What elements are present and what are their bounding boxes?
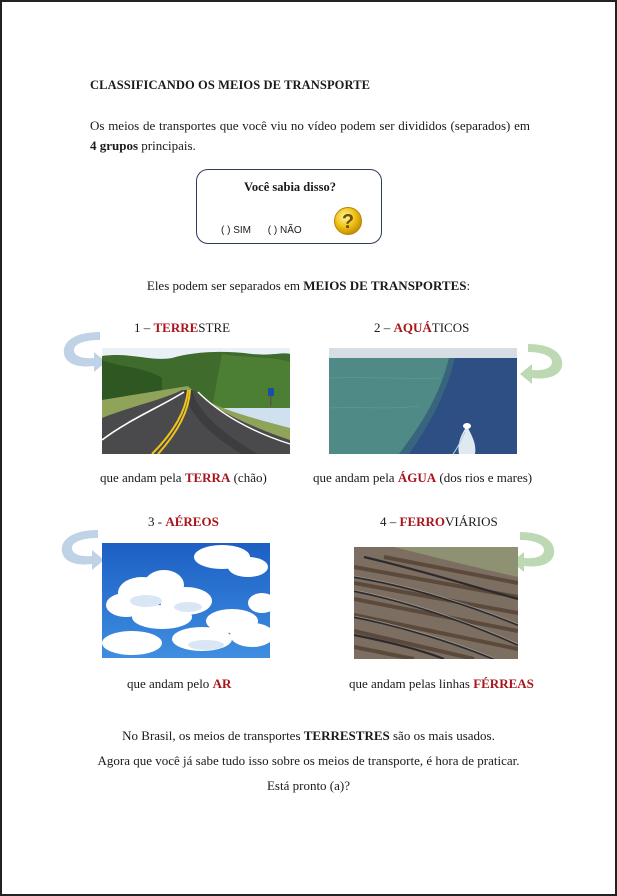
sky-photo [102,543,270,658]
intro-text-start: Os meios de transportes que você viu no vídeo podem ser divididos (separados) em [90,118,530,133]
option-sim[interactable]: ( ) SIM [221,225,251,236]
curved-arrow-icon [58,526,106,572]
intro-text-end: principais. [138,138,196,153]
footer-line-1: No Brasil, os meios de transportes TERRESTRES são os mais usados. [122,728,495,743]
document-title: CLASSIFICANDO OS MEIOS DE TRANSPORTE [90,78,371,92]
railway-photo [354,547,518,659]
group-1-heading: 1 – TERRESTRE [134,320,231,335]
group-2-heading: 2 – AQUÁTICOS [374,320,470,335]
group-1-caption: que andam pela TERRA (chão) [100,470,267,485]
group-4-caption: que andam pelas linhas FÉRREAS [349,676,534,691]
road-photo [102,348,290,454]
sea-photo [329,348,517,454]
intro-bold-count: 4 grupos [90,138,139,153]
curved-arrow-icon [520,340,566,386]
curved-arrow-icon [60,328,108,374]
curved-arrow-icon [512,528,558,574]
svg-text:?: ? [341,211,355,233]
did-you-know-box [196,169,382,244]
group-4-heading: 4 – FERROVIÁRIOS [380,514,498,529]
group-3-caption: que andam pelo AR [127,676,232,691]
answer-options [221,225,316,236]
group-2-caption: que andam pela ÁGUA (dos rios e mares) [313,470,533,485]
did-you-know-title: Você sabia disso? [244,180,336,194]
intro-paragraph [90,116,530,156]
separated-line: Eles podem ser separados em MEIOS DE TRANSPORTES: [146,278,471,293]
question-mark-icon [333,206,363,236]
footer-line-3: Está pronto (a)? [266,778,351,793]
option-nao[interactable]: ( ) NÃO [267,225,302,236]
footer-line-2: Agora que você já sabe tudo isso sobre os meios de transporte, é hora de praticar. [97,753,520,768]
group-3-heading: 3 - AÉREOS [148,514,219,529]
separated-bold: MEIOS DE TRANSPORTES [303,278,467,293]
footer-bold-terrestres: TERRESTRES [303,728,390,743]
